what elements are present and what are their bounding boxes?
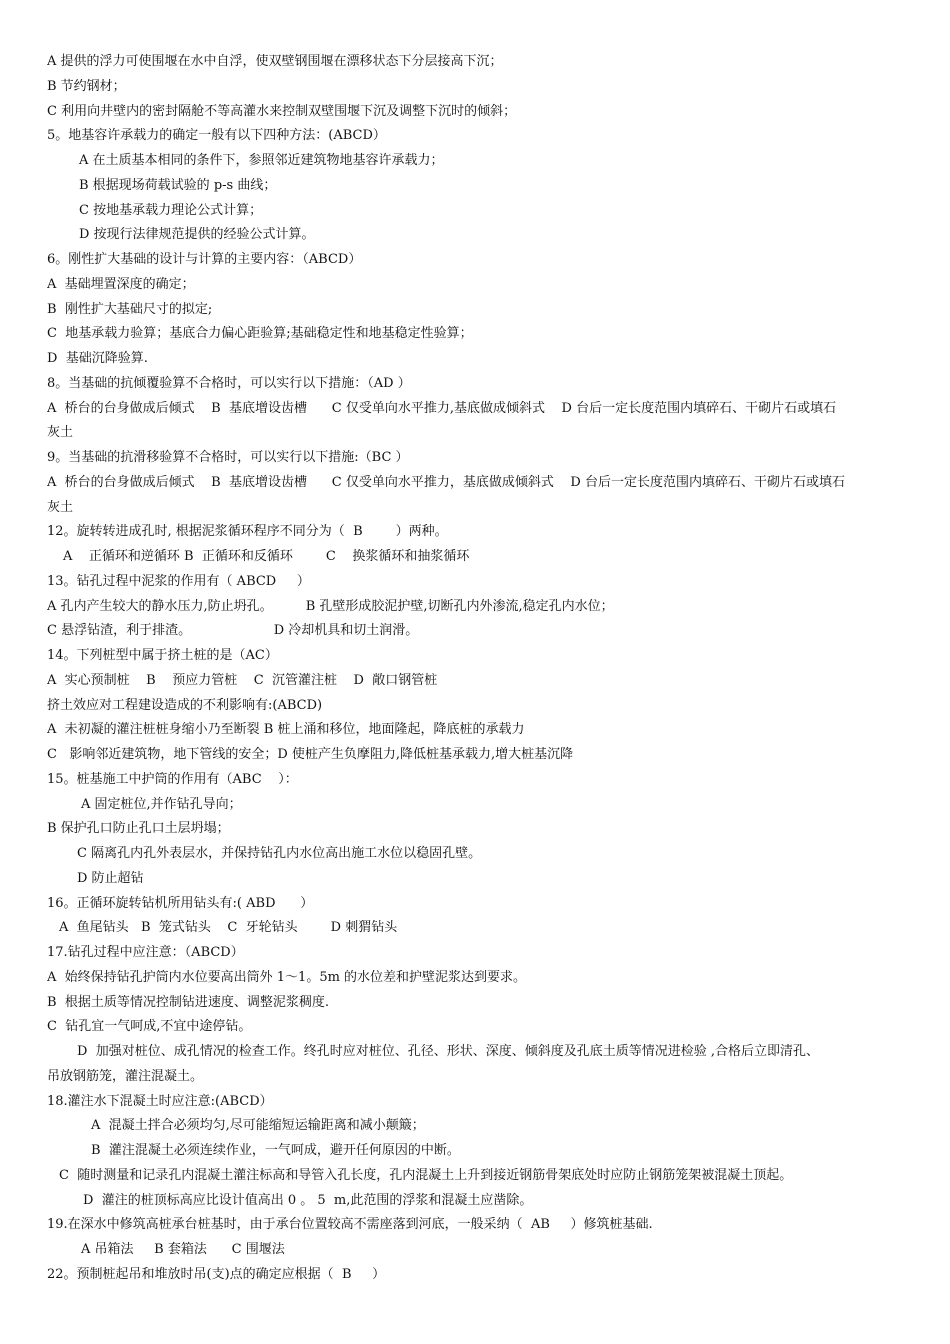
option-c: C 随时测量和记录孔内混凝土灌注标高和导管入孔长度，孔内混凝土上升到接近钢筋骨架底处时应防止钢筋笼架被混凝土顶起。 <box>59 1167 793 1183</box>
question-6: 6。刚性扩大基础的设计与计算的主要内容：（ABCD） <box>47 252 362 267</box>
options-line: C 悬浮钻渣，利于排渣。 D 冷却机具和切土润滑。 <box>47 623 419 639</box>
options-line: A 桥台的台身做成后倾式 B 基底增设齿槽 C 仅受单向水平推力，基底做成倾斜式 D 台后一定长度范围内填碎石、干砌片石或填石 <box>47 474 845 490</box>
option-b: B 根据土质等情况控制钻进速度、调整泥浆稠度. <box>47 994 329 1010</box>
option-d: D 防止超钻 <box>77 870 144 886</box>
text-line: A 提供的浮力可使围堰在水中自浮，使双壁钢围堰在漂移状态下分层接高下沉； <box>47 54 503 69</box>
options-line-continued: 灰土 <box>47 499 74 515</box>
question-12: 12。旋转转进成孔时, 根据泥浆循环程序不同分为（ B ）两种。 <box>47 524 448 540</box>
option-b: B 根据现场荷载试验的 p-s 曲线； <box>79 177 277 193</box>
text-line: B 节约钢材； <box>47 78 126 94</box>
options-line: A 实心预制桩 B 预应力管桩 C 沉管灌注桩 D 敞口钢管桩 <box>47 672 438 688</box>
option-b: B 灌注混凝土必须连续作业，一气呵成，避开任何原因的中断。 <box>91 1143 460 1158</box>
question-14-sub: 挤土效应对工程建设造成的不利影响有:(ABCD) <box>47 697 323 713</box>
option-b: B 保护孔口防止孔口土层坍塌； <box>47 821 230 837</box>
question-8: 8。当基础的抗倾覆验算不合格时，可以实行以下措施：（AD ） <box>47 375 411 391</box>
question-5: 5。地基容许承载力的确定一般有以下四种方法：(ABCD） <box>47 128 386 144</box>
option-d: D 基础沉降验算. <box>47 351 148 366</box>
text-line: C 利用向井壁内的密封隔舱不等高灌水来控制双壁围堰下沉及调整下沉时的倾斜； <box>47 103 517 119</box>
option-c: C 隔离孔内孔外表层水，并保持钻孔内水位高出施工水位以稳固孔壁。 <box>77 846 482 861</box>
option-d-continued: 吊放钢筋笼，灌注混凝土。 <box>47 1068 204 1084</box>
option-a: A 在土质基本相同的条件下，参照邻近建筑物地基容许承载力； <box>79 153 444 168</box>
option-c: C 地基承载力验算；基底合力偏心距验算;基础稳定性和地基稳定性验算； <box>47 326 473 342</box>
options-line: A 未初凝的灌注桩桩身缩小乃至断裂 B 桩上涌和移位，地面隆起，降底桩的承载力 <box>47 722 525 738</box>
option-a: A 固定桩位,并作钻孔导向； <box>81 796 242 812</box>
options-line: C 影响邻近建筑物，地下管线的安全；D 使桩产生负摩阻力,降低桩基承载力,增大桩基沉降 <box>47 747 574 762</box>
options-line: A 孔内产生较大的静水压力,防止坍孔。 B 孔壁形成胶泥护壁,切断孔内外渗流,稳定孔内水位； <box>47 598 614 614</box>
option-a: A 始终保持钻孔护筒内水位要高出筒外 1～1。5m 的水位差和护壁泥浆达到要求。 <box>47 969 527 985</box>
option-d: D 加强对桩位、成孔情况的检查工作。终孔时应对桩位、孔径、形状、深度、倾斜度及孔底土质等情况进检验 ,合格后立即清孔、 <box>77 1044 819 1059</box>
question-17: 17.钻孔过程中应注意：（ABCD） <box>47 945 244 960</box>
option-a: A 混凝土拌合必须均匀,尽可能缩短运输距离和减小颠簸； <box>91 1118 425 1134</box>
option-d: D 按现行法律规范提供的经验公式计算。 <box>79 227 315 243</box>
question-9: 9。当基础的抗滑移验算不合格时，可以实行以下措施:（BC ） <box>47 450 409 465</box>
question-18: 18.灌注水下混凝土时应注意:(ABCD） <box>47 1093 273 1109</box>
option-b: B 刚性扩大基础尺寸的拟定; <box>47 301 213 317</box>
options-line: A 桥台的台身做成后倾式 B 基底增设齿槽 C 仅受单向水平推力,基底做成倾斜式 D 台后一定长度范围内填碎石、干砌片石或填石 <box>47 400 837 416</box>
options-line: A 正循环和逆循环 B 正循环和反循环 C 换浆循环和抽浆循环 <box>63 549 470 564</box>
option-a: A 基础埋置深度的确定； <box>47 276 195 292</box>
option-c: C 钻孔宜一气呵成,不宜中途停钻。 <box>47 1019 252 1035</box>
question-16: 16。正循环旋转钻机所用钻头有:( ABD ） <box>47 895 314 911</box>
question-19: 19.在深水中修筑高桩承台桩基时，由于承台位置较高不需座落到河底，一般采纳（ AB ）修筑桩基础. <box>47 1217 653 1233</box>
question-13: 13。钻孔过程中泥浆的作用有（ ABCD ） <box>47 573 310 589</box>
question-15: 15。桩基施工中护筒的作用有（ABC ）： <box>47 771 298 787</box>
question-22: 22。预制桩起吊和堆放时吊(支)点的确定应根据（ B ） <box>47 1266 386 1282</box>
question-14: 14。下列桩型中属于挤土桩的是（AC） <box>47 648 278 663</box>
options-line-continued: 灰土 <box>47 425 74 441</box>
options-line: A 吊箱法 B 套箱法 C 围堰法 <box>81 1242 285 1257</box>
option-c: C 按地基承载力理论公式计算； <box>79 202 263 218</box>
options-line: A 鱼尾钻头 B 笼式钻头 C 牙轮钻头 D 刺猬钻头 <box>59 920 398 936</box>
option-d: D 灌注的桩顶标高应比设计值高出 0 。 5 m,此范围的浮浆和混凝土应凿除。 <box>83 1192 533 1208</box>
